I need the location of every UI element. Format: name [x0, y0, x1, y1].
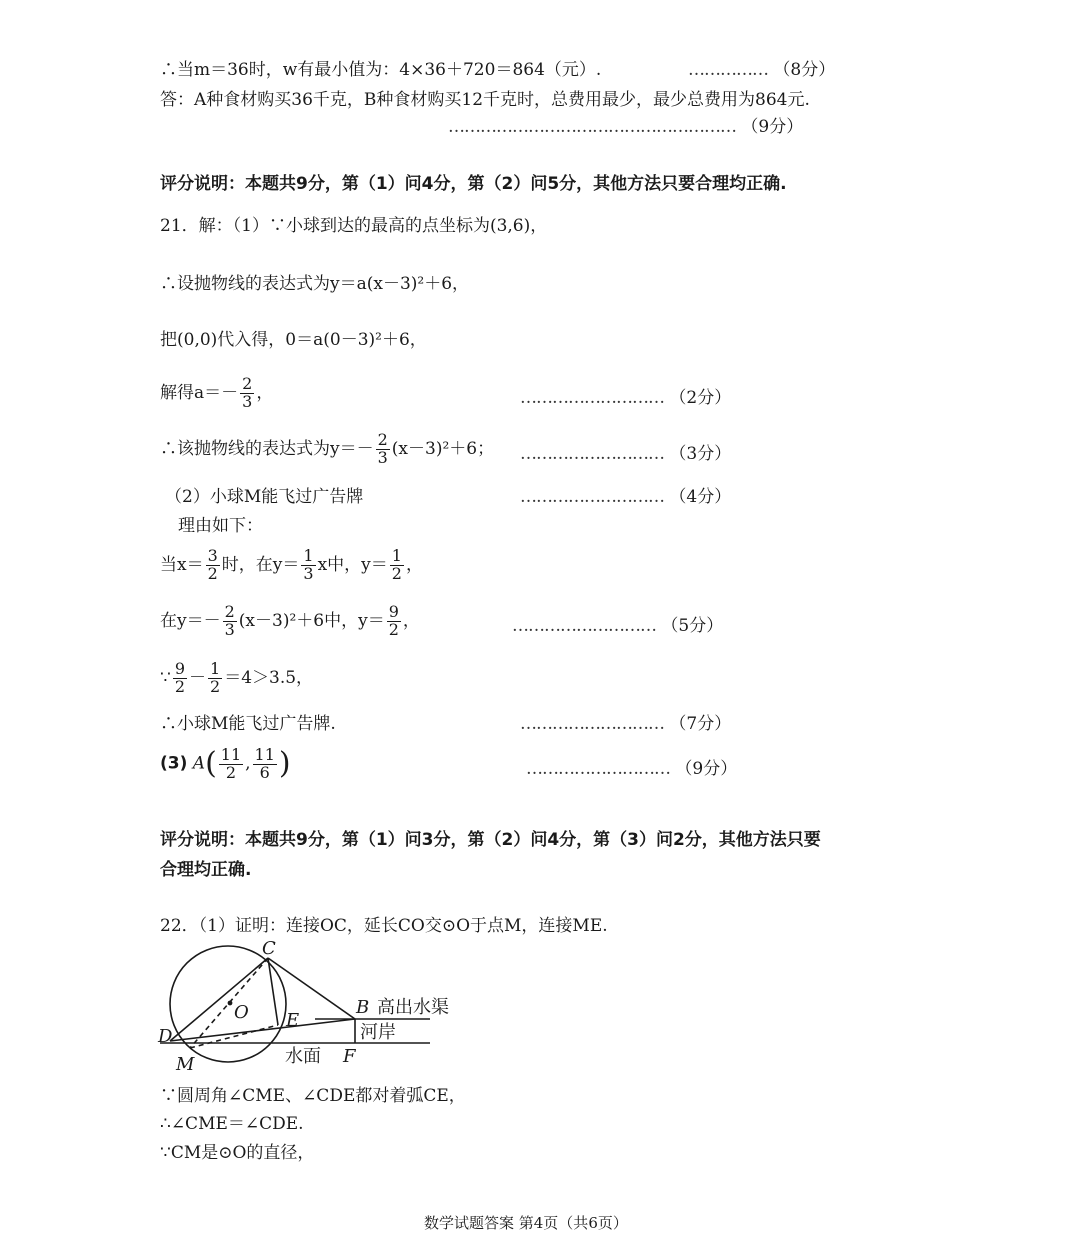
text: ， — [405, 554, 423, 575]
text: 解得a＝－ — [160, 382, 239, 403]
text: 当x＝ — [160, 554, 204, 575]
score-label: （2分） — [669, 388, 732, 408]
label-b: B — [356, 997, 370, 1018]
leader-dots: ……………………… — [520, 388, 664, 408]
denominator: 2 — [391, 563, 402, 583]
score-4 — [520, 487, 731, 507]
text: 时，在y＝ — [221, 554, 300, 575]
page-footer: 数学试题答案 第4页（共6页） — [424, 1214, 628, 1232]
center-dot — [228, 1001, 233, 1006]
numerator: 9 — [388, 602, 399, 621]
q21-line-5 — [160, 432, 494, 467]
label-e: E — [286, 1010, 300, 1031]
score-label: （5分） — [661, 616, 724, 636]
denominator: 6 — [259, 762, 270, 782]
fraction — [206, 548, 220, 583]
open-paren: ( — [205, 746, 217, 781]
text: － — [189, 667, 207, 688]
leader-dots: …………… — [688, 60, 768, 80]
numerator: 9 — [174, 659, 186, 678]
fraction — [390, 548, 404, 583]
line-cb — [268, 958, 355, 1019]
label-m: M — [176, 1054, 195, 1075]
geometry-figure — [150, 940, 480, 1080]
numerator: 11 — [220, 744, 242, 764]
denominator: 3 — [377, 447, 388, 467]
q21-reason: 理由如下： — [178, 516, 263, 536]
score-2 — [520, 388, 731, 408]
score-label: （4分） — [669, 487, 732, 507]
score-label: （9分） — [675, 759, 738, 779]
numerator: 1 — [303, 546, 314, 565]
fraction — [219, 744, 243, 782]
text: ＝4＞3.5， — [224, 667, 314, 688]
denominator: 2 — [207, 563, 218, 583]
point-label: A — [192, 753, 206, 774]
q21-line-9 — [160, 604, 420, 639]
text: x中，y＝ — [317, 554, 388, 575]
fraction — [376, 432, 390, 467]
close-paren: ) — [278, 746, 291, 781]
numerator: 3 — [207, 546, 218, 565]
numerator: 11 — [254, 744, 275, 764]
answer-conclusion — [160, 90, 810, 110]
text: (x－3)²＋6； — [391, 438, 495, 459]
fraction — [223, 604, 237, 639]
q21-line-2: ∴设抛物线的表达式为y＝a(x－3)²＋6， — [160, 274, 470, 294]
grading-note-20: 评分说明：本题共9分，第（1）问4分，第（2）问5分，其他方法只要合理均正确. — [160, 174, 787, 194]
score-label: （8分） — [773, 60, 836, 80]
leader-dots: ……………………………………………… — [448, 117, 736, 137]
q21-line-4 — [160, 376, 273, 411]
score-label: （3分） — [669, 444, 732, 464]
label-f: F — [343, 1046, 356, 1067]
line-db — [170, 1019, 355, 1041]
q21-line-8 — [160, 548, 423, 583]
leader-dots: ……………………… — [512, 616, 656, 636]
denominator: 2 — [225, 762, 237, 782]
numerator: 2 — [224, 602, 235, 621]
leader-dots: ……………………… — [520, 444, 664, 464]
text: ∵ — [160, 667, 171, 688]
label-canal: 高出水渠 — [377, 997, 449, 1018]
label-o: O — [234, 1002, 249, 1023]
text: ， — [256, 382, 274, 403]
q21-line-1: 21．解：（1）∵小球到达的最高的点坐标为(3,6)， — [160, 216, 548, 236]
leader-dots: ……………………… — [526, 759, 670, 779]
denominator: 3 — [224, 619, 235, 639]
text: 在y＝－ — [160, 610, 221, 631]
q21-part2: （2）小球M能飞过广告牌 — [165, 487, 364, 507]
score-label: （7分） — [669, 714, 732, 734]
q21-line-12: (3) A( $\frac{11}{2}$ , $\frac{11}{6}$ ) — [160, 744, 291, 782]
grading-note-21-line-1: 评分说明：本题共9分，第（1）问3分，第（2）问4分，第（3）问2分，其他方法只要 — [160, 830, 821, 850]
score-3 — [520, 444, 731, 464]
text: ∴该抛物线的表达式为y＝－ — [160, 438, 374, 459]
score-9 — [448, 117, 803, 137]
answer-line-min-value — [160, 60, 601, 80]
q21-line-11: ∴小球M能飞过广告牌. — [160, 714, 336, 734]
fraction — [253, 744, 277, 782]
fraction — [173, 661, 187, 696]
label-d: D — [158, 1026, 173, 1047]
text: ， — [402, 610, 420, 631]
part-number: (3) — [160, 753, 188, 774]
label-bank: 河岸 — [360, 1022, 396, 1043]
q22-line-2: ∵圆周角∠CME、∠CDE都对着弧CE， — [160, 1086, 466, 1106]
q21-line-3: 把(0,0)代入得，0＝a(0－3)²＋6， — [160, 330, 427, 350]
score-5 — [512, 616, 723, 636]
grading-note-21-line-2: 合理均正确. — [160, 860, 252, 880]
fraction — [240, 376, 254, 411]
score-9b — [526, 759, 737, 779]
leader-dots: ……………………… — [520, 714, 664, 734]
denominator: 2 — [174, 676, 186, 696]
numerator: 2 — [242, 374, 253, 393]
denominator: 2 — [210, 676, 221, 696]
score-label: （9分） — [741, 117, 804, 137]
q22-line-3: ∴∠CME＝∠CDE. — [160, 1114, 304, 1134]
score-8 — [688, 60, 835, 80]
label-water: 水面 — [285, 1046, 321, 1067]
denominator: 2 — [388, 619, 399, 639]
numerator: 2 — [377, 430, 388, 449]
min-value-text: ∴当m＝36时，w有最小值为：4×36＋720＝864（元）. — [160, 60, 602, 80]
q21-line-10 — [160, 661, 313, 696]
q22-line-4: ∵CM是⊙O的直径， — [160, 1143, 315, 1163]
leader-dots: ……………………… — [520, 487, 664, 507]
conclusion-text: 答：A种食材购买36千克，B种食材购买12千克时，总费用最少，最少总费用为864元. — [160, 90, 810, 110]
fraction — [301, 548, 315, 583]
numerator: 1 — [391, 546, 402, 565]
numerator: 1 — [210, 659, 221, 678]
score-7 — [520, 714, 731, 734]
label-c: C — [262, 940, 276, 959]
fraction — [387, 604, 401, 639]
q22-line-1: 22．（1）证明：连接OC，延长CO交⊙O于点M，连接ME. — [160, 916, 608, 936]
text: (x－3)²＋6中，y＝ — [238, 610, 385, 631]
fraction — [208, 661, 222, 696]
line-cd — [170, 958, 268, 1041]
denominator: 3 — [242, 391, 253, 411]
denominator: 3 — [303, 563, 314, 583]
